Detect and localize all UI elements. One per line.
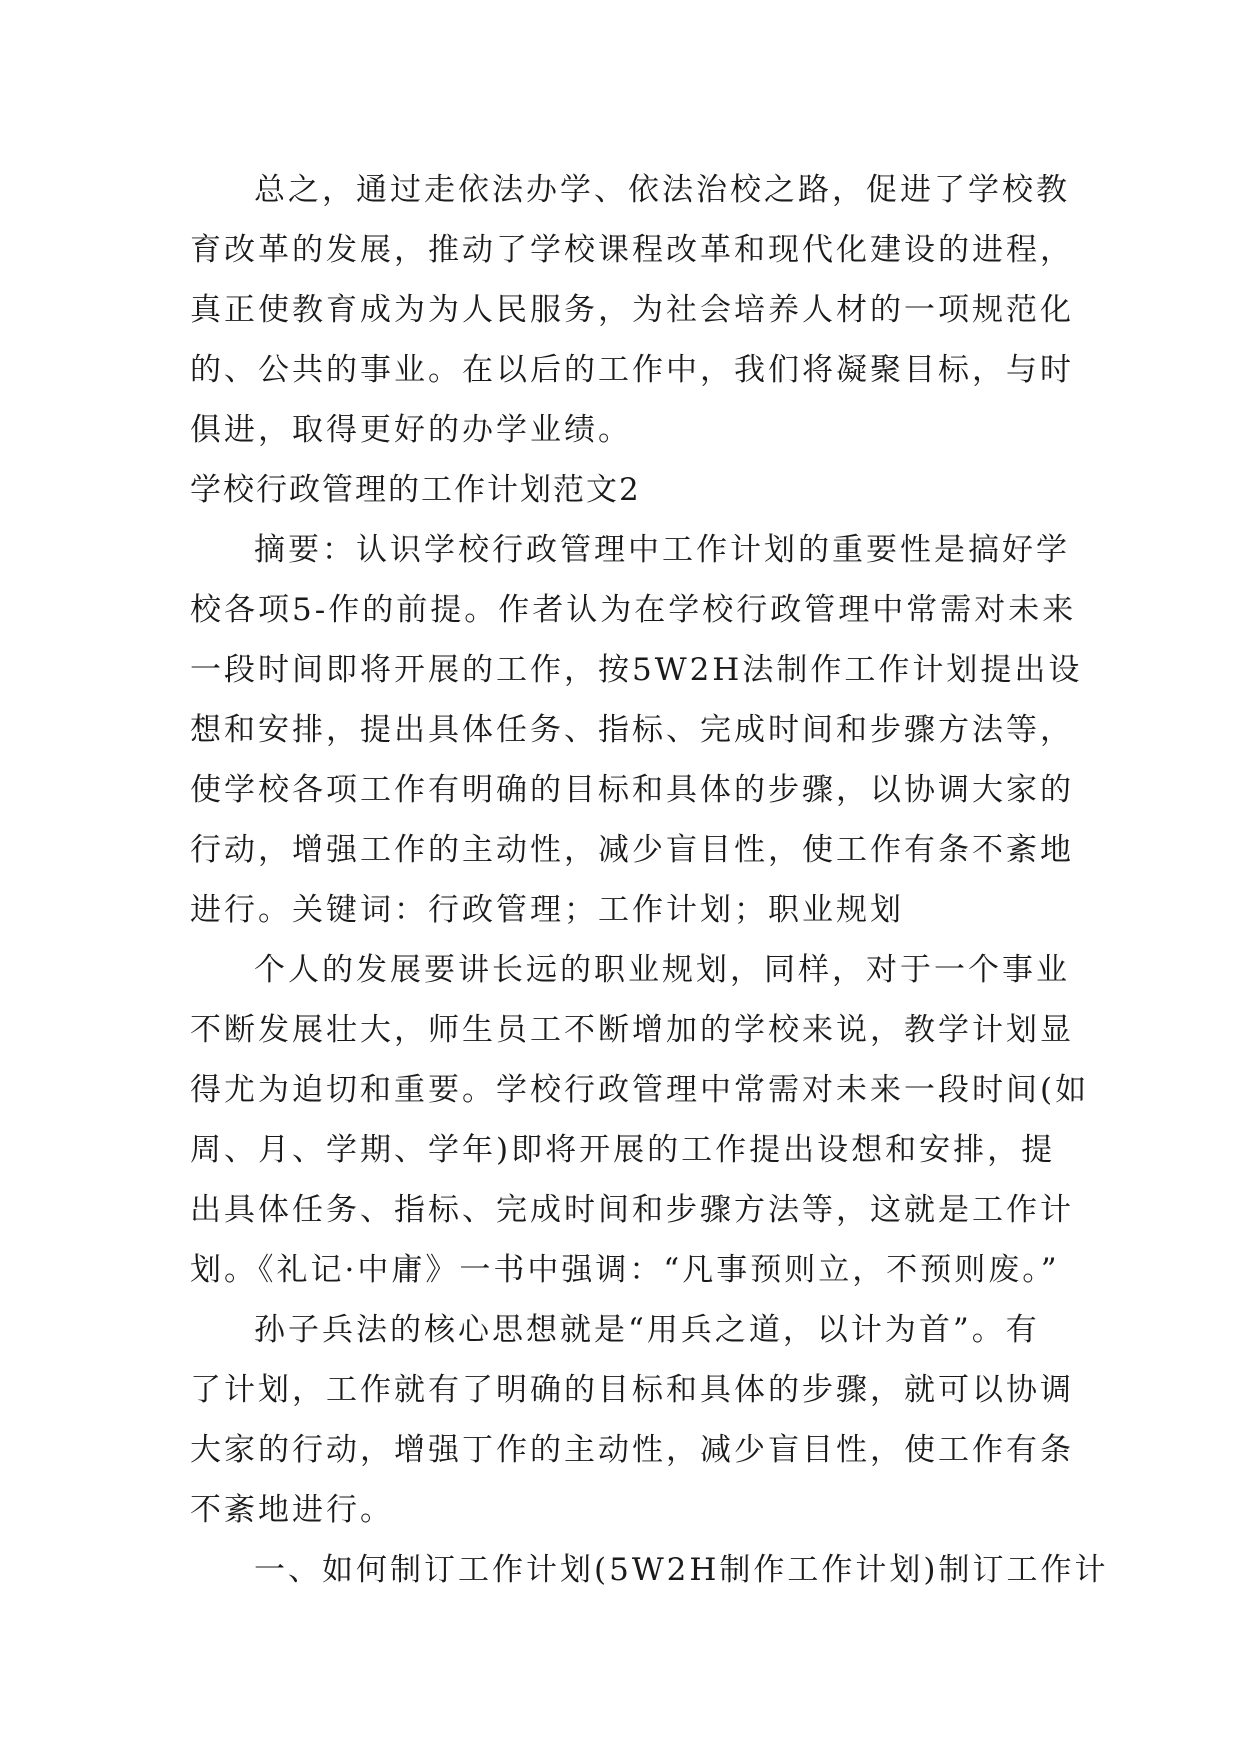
paragraph-conclusion — [190, 160, 1074, 460]
text-line: 真正使教育成为为人民服务，为社会培养人材的一项规范化 — [190, 292, 1074, 328]
text-line: 一、如何制订工作计划(5W2H制作工作计划)制订工作计 — [254, 1552, 1109, 1588]
text-line: 总之，通过走依法办学、依法治校之路，促进了学校教 — [254, 172, 1070, 208]
text-line: 俱进，取得更好的办学业绩。 — [190, 412, 632, 448]
text-line: 划。《礼记·中庸》一书中强调：“凡事预则立，不预则废。” — [190, 1252, 1060, 1288]
paragraph-career-planning — [190, 940, 1090, 1300]
text-line: 进行。关键词：行政管理；工作计划；职业规划 — [190, 892, 904, 928]
text-line: 育改革的发展，推动了学校课程改革和现代化建设的进程， — [190, 232, 1074, 268]
text-line: 出具体任务、指标、完成时间和步骤方法等，这就是工作计 — [190, 1192, 1074, 1228]
text-line: 的、公共的事业。在以后的工作中，我们将凝聚目标，与时 — [190, 352, 1074, 388]
text-line: 不紊地进行。 — [190, 1492, 394, 1528]
text-line: 一段时间即将开展的工作，按5W2H法制作工作计划提出设 — [190, 652, 1083, 688]
text-line: 校各项5-作的前提。作者认为在学校行政管理中常需对未来 — [190, 592, 1077, 628]
text-line: 个人的发展要讲长远的职业规划，同样，对于一个事业 — [254, 952, 1070, 988]
text-line: 孙子兵法的核心思想就是“用兵之道，以计为首”。有 — [254, 1312, 1040, 1348]
text-line: 不断发展壮大，师生员工不断增加的学校来说，教学计划显 — [190, 1012, 1074, 1048]
text-line: 想和安排，提出具体任务、指标、完成时间和步骤方法等， — [190, 712, 1074, 748]
text-line: 了计划，工作就有了明确的目标和具体的步骤，就可以协调 — [190, 1372, 1074, 1408]
text-line: 行动，增强工作的主动性，减少盲目性，使工作有条不紊地 — [190, 832, 1074, 868]
paragraph-section-one — [190, 1540, 1109, 1600]
text-line: 使学校各项工作有明确的目标和具体的步骤，以协调大家的 — [190, 772, 1074, 808]
text-line: 得尤为迫切和重要。学校行政管理中常需对未来一段时间(如 — [190, 1072, 1090, 1108]
text-line: 周、月、学期、学年)即将开展的工作提出设想和安排，提 — [190, 1132, 1056, 1168]
paragraph-sunzi — [190, 1300, 1074, 1540]
text-line: 大家的行动，增强丁作的主动性，减少盲目性，使工作有条 — [190, 1432, 1074, 1468]
document-page — [190, 160, 1109, 1600]
section-heading: 学校行政管理的工作计划范文2 — [190, 472, 641, 508]
paragraph-abstract — [190, 520, 1083, 940]
text-line: 摘要：认识学校行政管理中工作计划的重要性是搞好学 — [254, 532, 1070, 568]
